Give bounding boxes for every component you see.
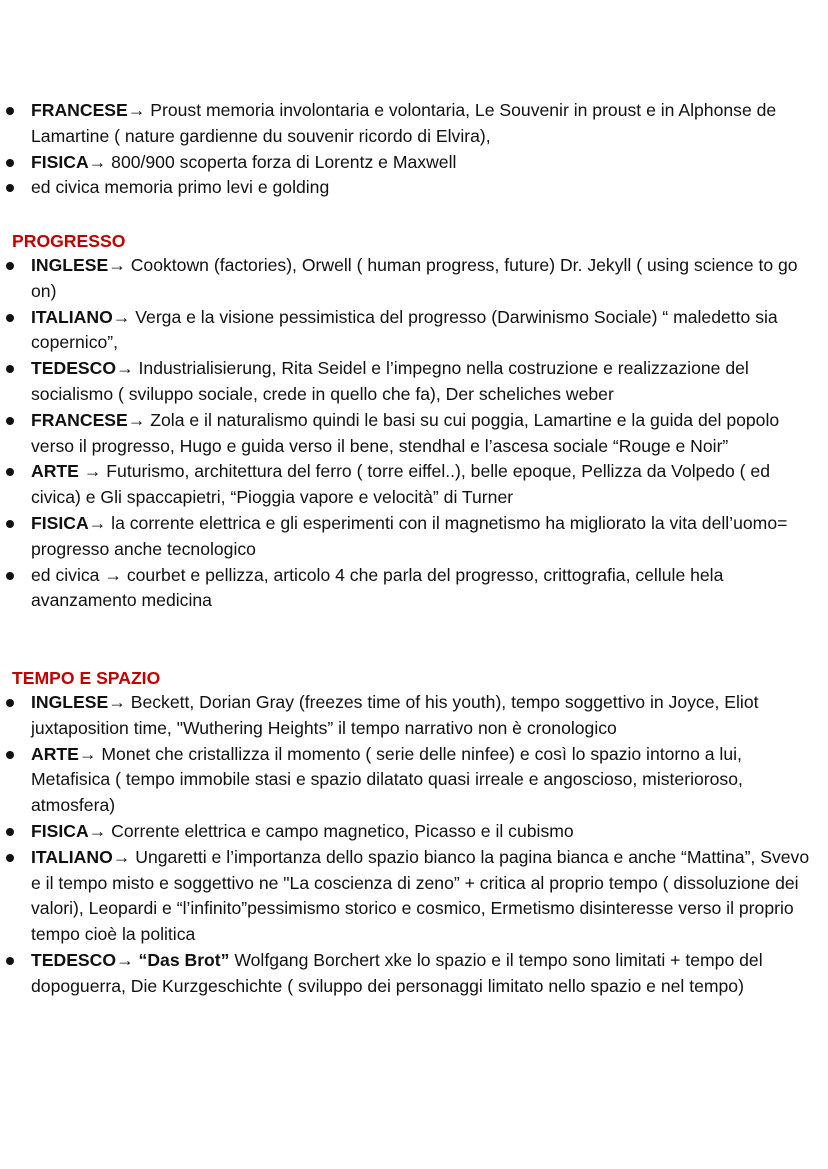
list-item-text xyxy=(31,356,811,408)
list-item-text xyxy=(31,845,811,948)
item-content: ed civica → courbet e pellizza, articolo 4 che parla del progresso, crittografia, cellule hela avanzamento medicina xyxy=(31,564,724,611)
bullet-icon xyxy=(6,468,14,476)
list-item-text xyxy=(31,819,811,845)
arrow: → xyxy=(127,409,151,430)
list-item xyxy=(0,948,828,1000)
list-item-text xyxy=(31,305,811,357)
bullet-icon xyxy=(6,828,14,836)
bullet-icon xyxy=(6,159,14,167)
subject-label: FISICA xyxy=(31,512,89,533)
memoria-list xyxy=(0,98,828,201)
arrow: → xyxy=(108,692,131,712)
subject-label: INGLESE xyxy=(31,692,109,712)
list-item xyxy=(0,175,828,201)
bullet-icon xyxy=(6,417,14,425)
arrow: → xyxy=(108,255,131,275)
list-item-text xyxy=(31,253,811,305)
arrow: → xyxy=(112,306,136,327)
list-item xyxy=(0,819,828,845)
item-content: Monet che cristallizza il momento ( serie delle ninfee) e così lo spazio intorno a lui, Metafisica ( tempo immobile stasi e spazio dilatato quasi irreale e angoscioso, misterioroso, atmosfera) xyxy=(31,743,743,816)
bullet-icon xyxy=(6,314,14,322)
bullet-icon xyxy=(6,572,14,580)
arrow: → xyxy=(127,100,151,120)
list-item-text xyxy=(31,98,811,150)
item-content: Futurismo, architettura del ferro ( torre eiffel..), belle epoque, Pellizza da Volpedo ( ed civica) e Gli spaccapietri, “Pioggia vapore e velocità” di Turner xyxy=(31,461,770,508)
subject-label: FISICA xyxy=(31,820,89,841)
list-item-text xyxy=(31,511,811,563)
subject-label: FISICA xyxy=(31,151,89,172)
bullet-icon xyxy=(6,365,14,373)
subject-label: FRANCESE xyxy=(31,409,128,430)
subject-label: INGLESE xyxy=(31,255,109,275)
item-content: Corrente elettrica e campo magnetico, Picasso e il cubismo xyxy=(111,820,574,841)
list-item xyxy=(0,690,828,742)
bullet-icon xyxy=(6,262,14,270)
bullet-icon xyxy=(6,107,14,115)
list-item xyxy=(0,356,828,408)
bullet-icon xyxy=(6,957,14,965)
list-item xyxy=(0,845,828,948)
list-item-text xyxy=(31,408,811,460)
list-item-text xyxy=(31,742,811,819)
progresso-list xyxy=(0,253,828,614)
bullet-icon xyxy=(6,699,14,707)
list-item-text xyxy=(31,175,811,201)
list-item xyxy=(0,511,828,563)
tempo-e-spazio-list xyxy=(0,690,828,1000)
list-item xyxy=(0,98,828,150)
subject-label: ITALIANO xyxy=(31,306,113,327)
list-item xyxy=(0,408,828,460)
list-item-text xyxy=(31,563,811,615)
arrow: → xyxy=(112,846,136,867)
item-content: Zola e il naturalismo quindi le basi su cui poggia, Lamartine e la guida del popolo verso il progresso, Hugo e guida verso il bene, stendhal e l’ascesa sociale “Rouge e Noir” xyxy=(31,409,780,456)
list-item xyxy=(0,305,828,357)
list-item-text xyxy=(31,690,811,742)
list-item xyxy=(0,563,828,615)
list-item xyxy=(0,459,828,511)
subject-label: TEDESCO xyxy=(31,358,117,379)
bullet-icon xyxy=(6,751,14,759)
arrow: → xyxy=(116,358,139,379)
bullet-icon xyxy=(6,854,14,862)
item-content: Wolfgang Borchert xke lo spazio e il tempo sono limitati + tempo del dopoguerra, Die Kurzgeschichte ( sviluppo dei personaggi limitato nello spazio e nel tempo) xyxy=(31,949,763,996)
bullet-icon xyxy=(6,520,14,528)
arrow: → xyxy=(88,512,112,533)
item-content: Industrialisierung, Rita Seidel e l’impegno nella costruzione e realizzazione del socialismo ( sviluppo sociale, crede in quello che fa), Der scheliches weber xyxy=(31,358,749,404)
subject-label: ITALIANO xyxy=(31,846,113,867)
section-heading-tempo-e-spazio: TEMPO E SPAZIO xyxy=(12,668,161,688)
bullet-icon xyxy=(6,184,14,192)
list-item-text xyxy=(31,459,811,511)
item-content: Beckett, Dorian Gray (freezes time of his youth), tempo soggettivo in Joyce, Eliot juxtaposition time, "Wuthering Heights” il tempo narrativo non è cronologico xyxy=(31,692,759,738)
section-heading-progresso: PROGRESSO xyxy=(12,231,126,251)
list-item xyxy=(0,742,828,819)
list-item xyxy=(0,150,828,176)
arrow: → xyxy=(78,743,102,764)
item-content: la corrente elettrica e gli esperimenti con il magnetismo ha migliorato la vita dell’uomo= progresso anche tecnologico xyxy=(31,512,788,559)
subject-label: FRANCESE xyxy=(31,100,128,120)
item-content: Proust memoria involontaria e volontaria, Le Souvenir in proust e in Alphonse de Lamartine ( nature gardienne du souvenir ricordo di Elvira), xyxy=(31,100,777,146)
arrow: → xyxy=(88,151,112,172)
arrow: → xyxy=(78,461,107,482)
item-content: Cooktown (factories), Orwell ( human progress, future) Dr. Jekyll ( using science to go on) xyxy=(31,255,798,301)
subject-label: TEDESCO xyxy=(31,949,117,970)
arrow: → “Das Brot” xyxy=(116,949,235,970)
item-content: Ungaretti e l’importanza dello spazio bianco la pagina bianca e anche “Mattina”, Svevo e il tempo misto e soggettivo ne "La coscienza di zeno” + critica al proprio tempo ( dissoluzione dei valori), Leopardi e “l’infinito”pessimismo storico e cosmico, Ermetismo disinteresse verso il proprio tempo cioè la politica xyxy=(31,846,810,945)
subject-label: ARTE xyxy=(31,461,79,482)
list-item xyxy=(0,253,828,305)
list-item-text xyxy=(31,150,811,176)
item-content: 800/900 scoperta forza di Lorentz e Maxwell xyxy=(111,151,457,172)
arrow: → xyxy=(88,820,112,841)
subject-label: ARTE xyxy=(31,743,79,764)
list-item-text xyxy=(31,948,811,1000)
item-content: Verga e la visione pessimistica del progresso (Darwinismo Sociale) “ maledetto sia copernico”, xyxy=(31,306,778,353)
item-content: ed civica memoria primo levi e golding xyxy=(31,177,330,198)
